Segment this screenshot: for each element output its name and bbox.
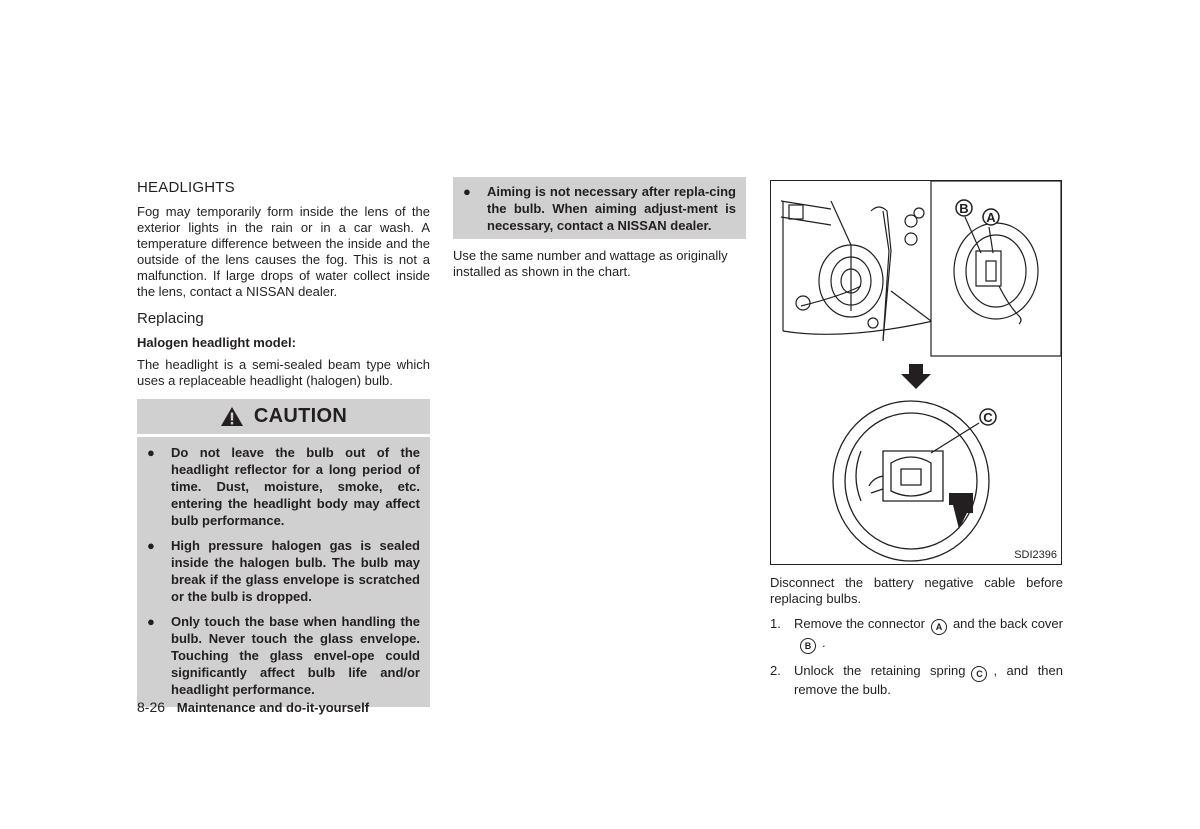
caution-item-text: Only touch the base when handling the bulb. Never touch the glass envelope. Touching the glass envel-ope could significantly affect bulb life and/or headlight performance.	[171, 614, 420, 697]
aiming-note-text: Aiming is not necessary after repla-cing the bulb. When aiming adjust-ment is necessary, contact a NISSAN dealer.	[487, 184, 736, 233]
callout-a-inline: A	[931, 619, 947, 635]
step-1-end: .	[822, 635, 826, 650]
page-number: 8-26	[137, 699, 166, 715]
callout-a	[983, 209, 999, 225]
step-2	[770, 663, 1063, 698]
step-1-mid: and the back cover	[952, 616, 1063, 631]
step-1-pre: Remove the connector	[794, 616, 925, 631]
bullet-icon: ●	[147, 538, 155, 553]
step-number: 2.	[770, 663, 781, 678]
right-column-text	[770, 575, 1063, 698]
caution-box	[137, 437, 430, 707]
chapter-title: Maintenance and do-it-yourself	[176, 700, 370, 715]
callout-b-inline: B	[800, 638, 816, 654]
step-number: 1.	[770, 616, 781, 631]
wattage-paragraph: Use the same number and wattage as originally installed as shown in the chart.	[453, 248, 728, 279]
aiming-note	[463, 183, 736, 234]
label-a: A	[986, 210, 996, 225]
label-c: C	[983, 410, 993, 425]
battery-paragraph: Disconnect the battery negative cable before replacing bulbs.	[770, 575, 1063, 606]
section-heading: HEADLIGHTS	[137, 179, 235, 196]
warning-icon	[220, 406, 244, 427]
unlock-arrow-icon	[949, 493, 973, 529]
callout-c	[980, 409, 996, 425]
caution-item	[147, 537, 420, 605]
intro-paragraph: Fog may temporarily form inside the lens of the exterior lights in the rain or in a car wash. A temperature difference between the inside and the outside of the lens causes the fog. This is not a malfunction. If large drops of water collect inside the lens, contact a NISSAN dealer.	[137, 204, 430, 299]
caution-item	[147, 444, 420, 529]
model-paragraph: The headlight is a semi-sealed beam type which uses a replaceable headlight (halogen) bulb.	[137, 357, 430, 388]
headlight-bulb-figure	[770, 180, 1062, 565]
step-2-pre: Unlock the retaining spring	[794, 663, 966, 678]
subheading-replacing: Replacing	[137, 310, 204, 327]
middle-column	[453, 176, 746, 280]
label-b: B	[959, 201, 969, 216]
bullet-icon: ●	[147, 614, 155, 629]
caution-header	[137, 399, 430, 434]
aiming-note-box	[453, 177, 746, 239]
model-heading: Halogen headlight model:	[137, 335, 296, 350]
step-text	[794, 663, 1063, 698]
callout-b	[956, 200, 972, 216]
figure-id: SDI2396	[1014, 549, 1057, 561]
caution-item	[147, 613, 420, 698]
caution-title: CAUTION	[253, 405, 348, 427]
headlight-illustration	[771, 181, 1061, 564]
caution-item-text: High pressure halogen gas is sealed inside the halogen bulb. The bulb may break if the glass envelope is scratched or the bulb is dropped.	[171, 538, 420, 604]
bullet-icon: ●	[463, 184, 471, 199]
caution-item-text: Do not leave the bulb out of the headlight reflector for a long period of time. Dust, moisture, smoke, etc. entering the headlight body may affect bulb performance.	[171, 445, 420, 528]
callout-c-inline: C	[971, 666, 987, 682]
down-arrow-icon	[901, 364, 931, 389]
step-2-post: , and then remove the bulb.	[794, 663, 1063, 697]
page-footer	[137, 699, 369, 715]
bullet-icon: ●	[147, 445, 155, 460]
step-1	[770, 616, 1063, 654]
left-column	[137, 176, 430, 707]
step-text	[794, 616, 1063, 654]
